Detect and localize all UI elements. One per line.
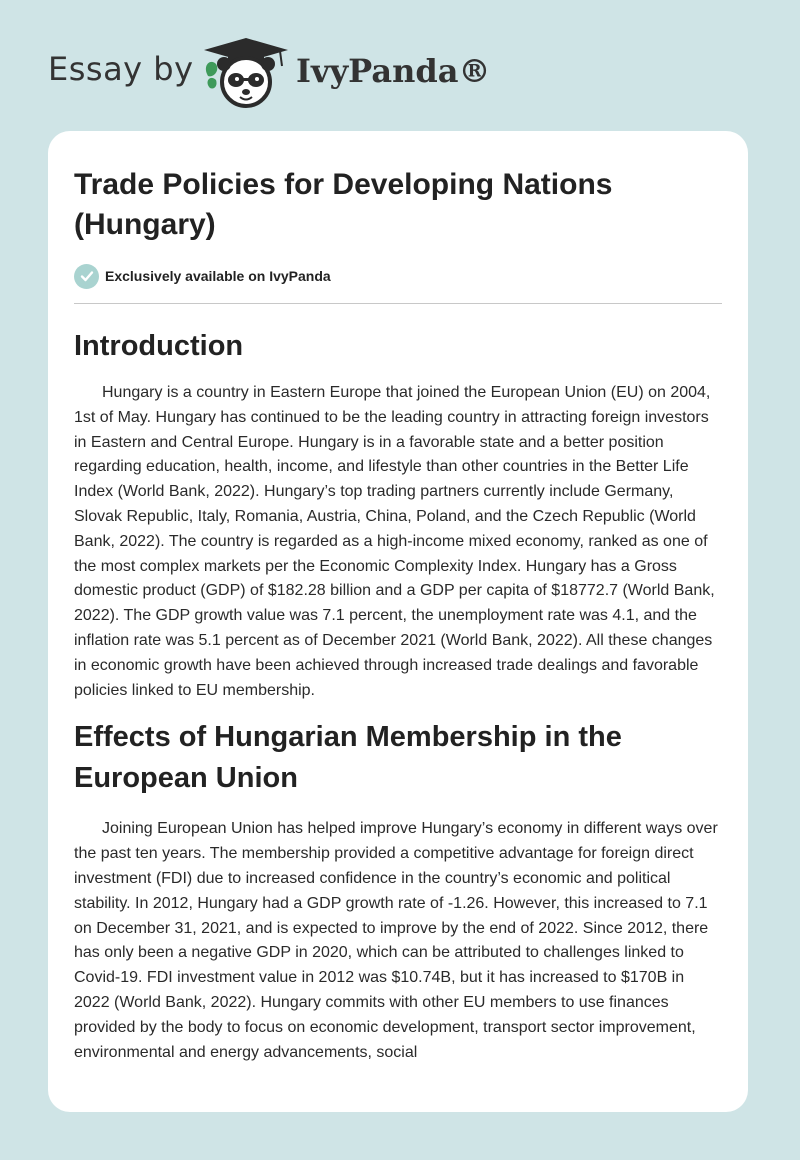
section-heading-effects: Effects of Hungarian Membership in the European Union [74, 721, 622, 795]
section-paragraph-effects: Joining European Union has helped improve Hungary’s economy in different ways over the past ten years. The membership provided a competitive advantage for foreign direct investment (FDI) due to increased confidence in the country’s economic and political stability. In 2012, Hungary had a GDP growth rate of -1.26. However, this increased to 7.1 on December 31, 2021, and is expected to improve by the end of 2022. Since 2012, there has only been a negative GDP in 2020, which can be attributed to challenges linked to Covid-19. FDI investment value in 2012 was $10.74B, but it has increased to $170B in 2022 (World Bank, 2022). Hungary commits with other EU members to use finances provided by the body to focus on economic development, transport sector improvement, environmental and energy advancements, social [74, 820, 718, 1061]
section-heading-introduction: Introduction [74, 330, 244, 362]
panda-logo-icon[interactable] [200, 36, 292, 110]
exclusive-label: Exclusively available on IvyPanda [105, 268, 331, 284]
brand-name[interactable]: IvyPanda® [296, 52, 491, 90]
essay-card [48, 131, 748, 1112]
site-header [0, 0, 800, 130]
exclusive-badge [74, 263, 722, 289]
section-paragraph-introduction: Hungary is a country in Eastern Europe that joined the European Union (EU) on 2004, 1st of May. Hungary has continued to be the leading country in attracting foreign investors in Eastern and Central Europe. Hungary is in a favorable state and a better position regarding education, health, income, and lifestyle than other countries in the Better Life Index (World Bank, 2022). Hungary’s top trading partners currently include Germany, Slovak Republic, Italy, Romania, Austria, China, Poland, and the Czech Republic (World Bank, 2022). The country is regarded as a high-income mixed economy, ranked as one of the most complex markets per the Economic Complexity Index. Hungary has a Gross domestic product (GDP) of $182.28 billion and a GDP per capita of $18772.7 (World Bank, 2022). The GDP growth value was 7.1 percent, the unemployment rate was 4.1, and the inflation rate was 5.1 percent as of December 2021 (World Bank, 2022). All these changes in economic growth have been achieved through increased trade dealings and favorable policies linked to EU membership. [74, 384, 715, 699]
check-circle-icon [74, 264, 99, 289]
divider [74, 303, 722, 304]
page-title: Trade Policies for Developing Nations (Hungary) [74, 168, 613, 241]
brand-prefix: Essay by [48, 50, 194, 88]
